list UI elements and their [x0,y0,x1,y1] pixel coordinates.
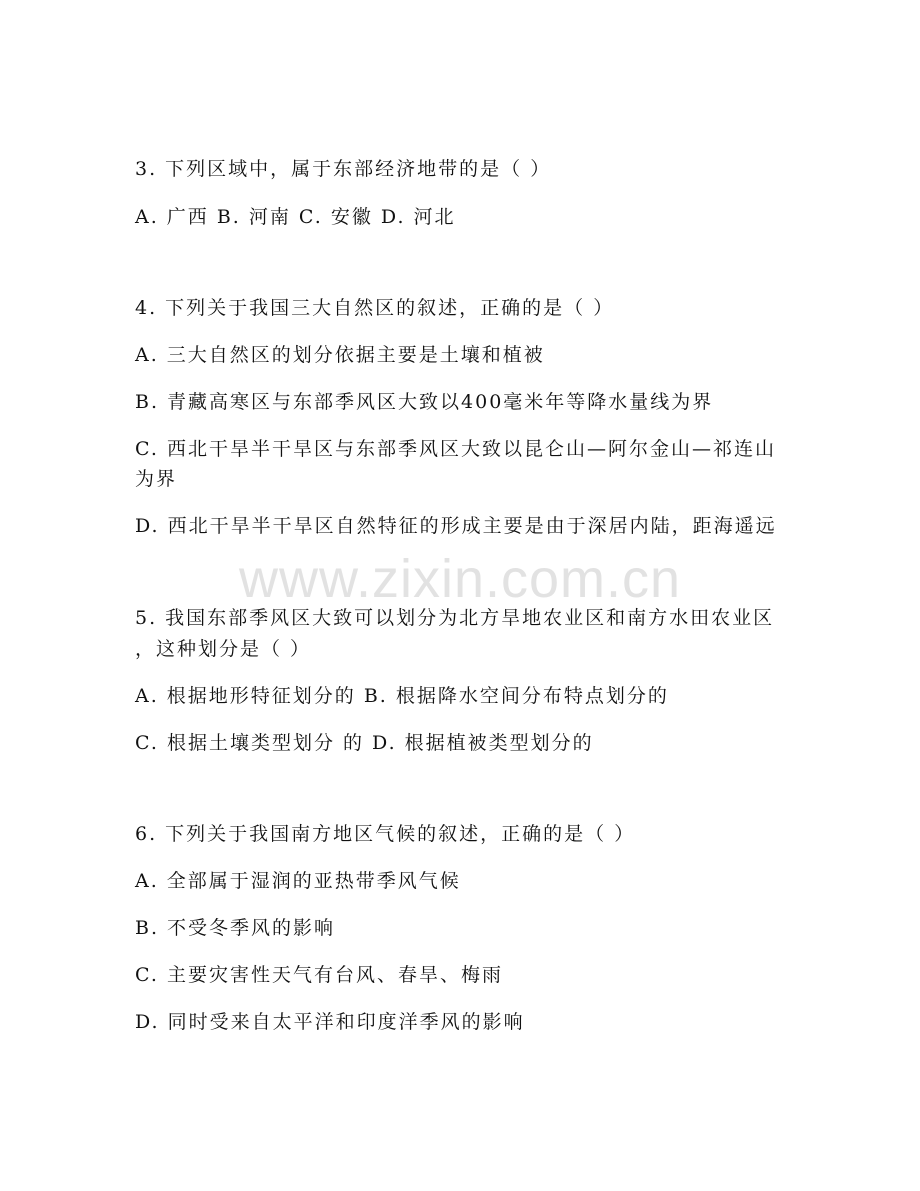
question-6-option-c: C. 主要灾害性天气有台风、春旱、梅雨 [135,964,503,986]
question-5-stem-line-2: ，这种划分是（ ） [135,638,312,660]
question-4-option-a: A. 三大自然区的划分依据主要是土壤和植被 [135,344,545,366]
question-4-option-c-line-2: 为界 [135,468,178,490]
question-4-option-b: B. 青藏高寒区与东部季风区大致以400毫米年等降水量线为界 [135,391,714,413]
question-4-stem: 4. 下列关于我国三大自然区的叙述，正确的是（ ） [135,297,615,319]
question-6-option-b: B. 不受冬季风的影响 [135,917,336,939]
question-3-options: A. 广西 B. 河南 C. 安徽 D. 河北 [135,206,456,228]
question-5-options-line-2: C. 根据土壤类型划分 的 D. 根据植被类型划分的 [135,732,594,754]
question-4-option-d: D. 西北干旱半干旱区自然特征的形成主要是由于深居内陆，距海遥远 [135,515,777,537]
question-3-stem: 3. 下列区域中，属于东部经济地带的是（ ） [135,158,552,180]
question-5-options-line-1: A. 根据地形特征划分的 B. 根据降水空间分布特点划分的 [135,685,669,707]
question-6-stem: 6. 下列关于我国南方地区气候的叙述，正确的是（ ） [135,823,636,845]
question-4-option-c-line-1: C. 西北干旱半干旱区与东部季风区大致以昆仑山—阿尔金山—祁连山 [135,438,776,460]
question-5-stem-line-1: 5. 我国东部季风区大致可以划分为北方旱地农业区和南方水田农业区 [135,607,775,629]
watermark: www.zixin.com.cn [238,549,682,609]
question-6-option-a: A. 全部属于湿润的亚热带季风气候 [135,870,461,892]
question-6-option-d: D. 同时受来自太平洋和印度洋季风的影响 [135,1011,525,1033]
